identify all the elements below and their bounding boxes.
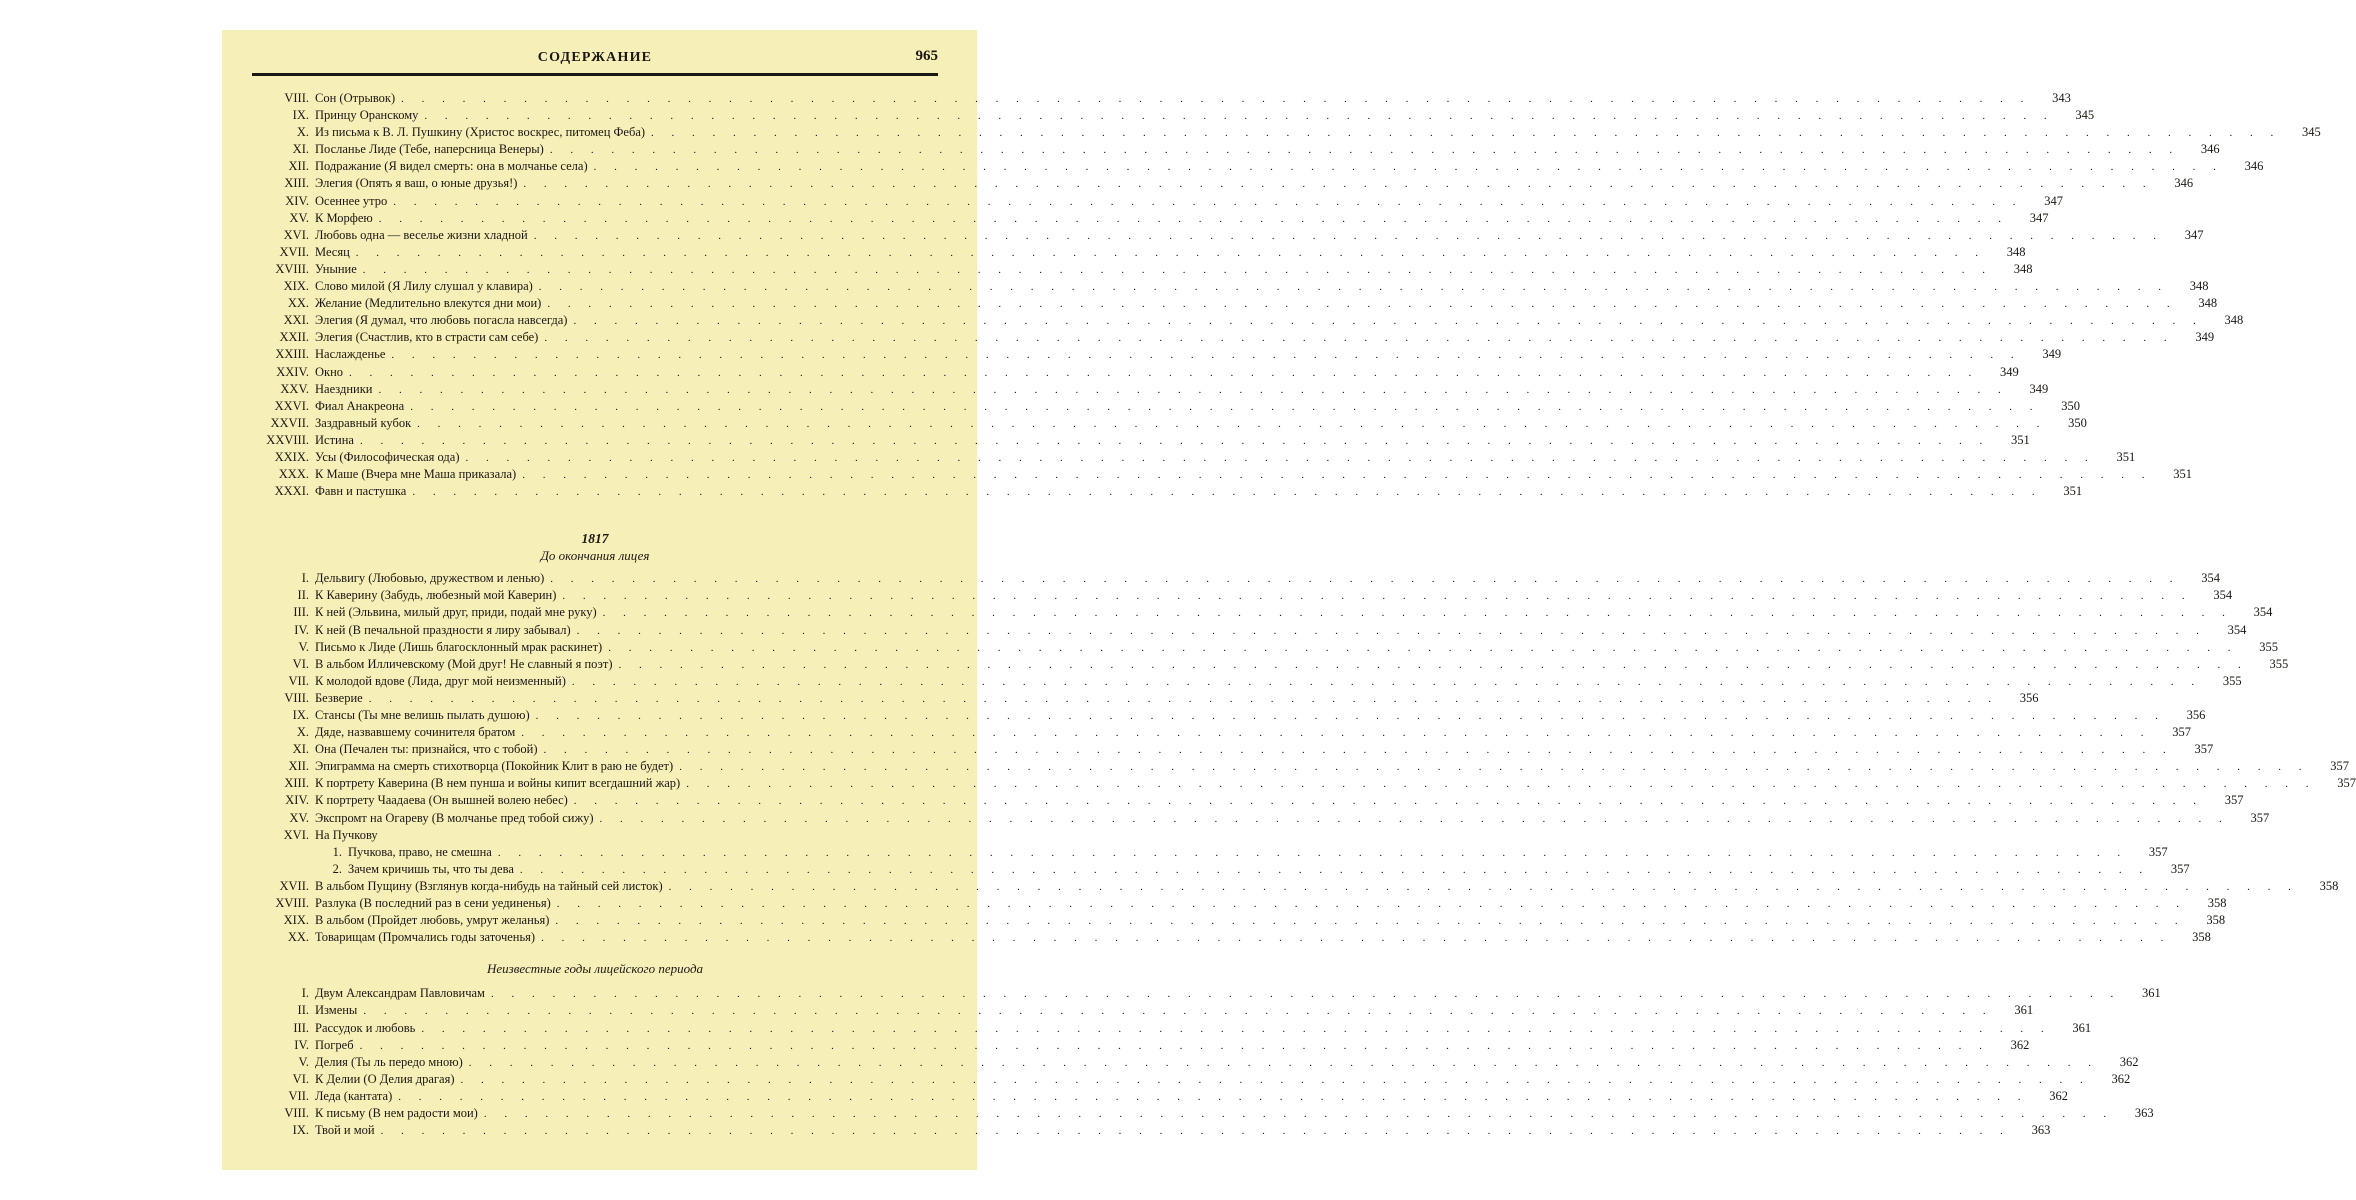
- entry-number: XXIII.: [275, 347, 309, 362]
- entry-page: 357: [2337, 776, 2356, 791]
- entry-page: 357: [2170, 861, 2190, 876]
- toc-entry: [252, 278, 2209, 295]
- entry-page: 346: [2174, 176, 2194, 191]
- entry-page: 349: [2029, 381, 2049, 396]
- dot-leader: . . . . . . . . . . . . . . . . . . . . . . . . . . . . . . . . . . . . . . . . . . . . . . . . . . . . . . . . . . . . . . . . . . . . . . . . . . . . . . . .: [618, 658, 2249, 671]
- entry-page: 349: [2042, 347, 2062, 362]
- dot-leader: . . . . . . . . . . . . . . . . . . . . . . . . . . . . . . . . . . . . . . . . . . . . . . . . . . . . . . . . . . . . . . . . . . . . . . . . . . . . . . . .: [573, 315, 2204, 328]
- entry-number: XX.: [287, 930, 309, 945]
- entry-title: Истина: [315, 432, 354, 447]
- dot-leader: . . . . . . . . . . . . . . . . . . . . . . . . . . . . . . . . . . . . . . . . . . . . . . . . . . . . . . . . . . . . . . . . . . . . . . . . . . . . . . . .: [410, 400, 2040, 413]
- dot-leader: . . . . . . . . . . . . . . . . . . . . . . . . . . . . . . . . . . . . . . . . . . . . . . . . . . . . . . . . . . . . . . . . . . . . . . . . . . . . . . . .: [550, 573, 2181, 586]
- entry-number: XV.: [289, 810, 309, 825]
- toc-entry: [252, 587, 2233, 604]
- entry-page: 355: [2259, 639, 2278, 654]
- entry-number: XIX.: [283, 279, 309, 294]
- entry-title: Безверие: [315, 690, 363, 705]
- entry-title: Усы (Философическая ода): [315, 449, 460, 464]
- dot-leader: . . . . . . . . . . . . . . . . . . . . . . . . . . . . . . . . . . . . . . . . . . . . . . . . . . . . . . . . . . . . . . . . . . . . . . . . . . . . . . . .: [460, 1073, 2091, 1086]
- section-subtitle: До окончания лицея: [540, 548, 650, 564]
- dot-leader: . . . . . . . . . . . . . . . . . . . . . . . . . . . . . . . . . . . . . . . . . . . . . . . . . . . . . . . . . . . . . . . . . . . . . . . . . . . . . . . .: [576, 624, 2207, 637]
- dot-leader: . . . . . . . . . . . . . . . . . . . . . . . . . . . . . . . . . . . . . . . . . . . . . . . . . . . . . . . . . . . . . . . . . . . . . . . . . . . . . . . .: [359, 1039, 1990, 1052]
- toc-entry: [252, 295, 2218, 312]
- toc-entry: [252, 483, 2083, 500]
- toc-entry: [252, 827, 938, 844]
- dot-leader: . . . . . . . . . . . . . . . . . . . . . . . . . . . . . . . . . . . . . . . . . . . . . . . . . . . . . . . . . . . . . . . . . . . . . . . . . . . . . . . .: [378, 212, 2009, 225]
- entry-page: 354: [2253, 605, 2273, 620]
- entry-title: Измены: [315, 1003, 358, 1018]
- dot-leader: . . . . . . . . . . . . . . . . . . . . . . . . . . . . . . . . . . . . . . . . . . . . . . . . . . . . . . . . . . . . . . . . . . . . . . . . . . . . . . . .: [412, 486, 2043, 499]
- entry-number: XI.: [292, 742, 309, 757]
- entry-title: Экспромт на Огареву (В молчанье пред тобой сижу): [315, 810, 594, 825]
- toc-entry: [252, 1071, 2131, 1088]
- entry-number: VIII.: [284, 690, 309, 705]
- entry-number: VIII.: [284, 91, 309, 105]
- entry-number: 1.: [332, 844, 342, 859]
- entry-title: К Каверину (Забудь, любезный мой Каверин): [315, 588, 557, 603]
- dot-leader: . . . . . . . . . . . . . . . . . . . . . . . . . . . . . . . . . . . . . . . . . . . . . . . . . . . . . . . . . . . . . . . . . . . . . . . . . . . . . . . .: [535, 710, 2166, 722]
- entry-title: На Пучкову: [315, 827, 378, 842]
- section-subtitle: Неизвестные годы лицейского периода: [486, 961, 704, 977]
- toc-entry: [252, 985, 2161, 1002]
- entry-page: 362: [2010, 1037, 2030, 1052]
- entry-number: XV.: [289, 210, 309, 225]
- dot-leader: . . . . . . . . . . . . . . . . . . . . . . . . . . . . . . . . . . . . . . . . . . . . . . . . . . . . . . . . . . . . . . . . . . . . . . . . . . . . . . . .: [398, 1090, 2029, 1103]
- entry-page: 355: [2222, 673, 2242, 688]
- entry-title: Элегия (Я думал, что любовь погасла навсегда): [315, 313, 568, 328]
- entry-number: XXIV.: [276, 364, 309, 379]
- entry-title: Месяц: [315, 244, 350, 259]
- toc-entry: [252, 622, 2247, 639]
- entry-number: X.: [296, 125, 309, 140]
- entry-number: VIII.: [284, 1105, 309, 1120]
- toc-entry: [252, 124, 2321, 141]
- entry-number: IX.: [292, 1123, 309, 1138]
- entry-title: Сон (Отрывок): [315, 91, 396, 105]
- entry-title: Рассудок и любовь: [315, 1020, 416, 1035]
- dot-leader: . . . . . . . . . . . . . . . . . . . . . . . . . . . . . . . . . . . . . . . . . . . . . . . . . . . . . . . . . . . . . . . . . . . . . . . . . . . . . . . .: [679, 761, 2309, 774]
- entry-page: 356: [2019, 690, 2039, 705]
- entry-title: К Морфею: [315, 210, 373, 225]
- toc-entry: [252, 604, 2273, 621]
- entry-number: XXVI.: [274, 398, 309, 413]
- entry-title: Твой и мой: [315, 1123, 375, 1138]
- dot-leader: . . . . . . . . . . . . . . . . . . . . . . . . . . . . . . . . . . . . . . . . . . . . . . . . . . . . . . . . . . . . . . . . . . . . . . . . . . . . . . . .: [490, 988, 2121, 1001]
- toc-entry: [252, 775, 2356, 792]
- entry-number: XVII.: [279, 878, 309, 893]
- entry-number: VII.: [288, 673, 309, 688]
- entry-number: XIX.: [283, 913, 309, 928]
- entry-title: В альбом Пущину (Взглянув когда-нибудь на тайный сей листок): [315, 878, 663, 893]
- entry-page: 350: [2068, 415, 2087, 430]
- dot-leader: . . . . . . . . . . . . . . . . . . . . . . . . . . . . . . . . . . . . . . . . . . . . . . . . . . . . . . . . . . . . . . . . . . . . . . . . . . . . . . . .: [544, 332, 2175, 345]
- toc-entry: [252, 261, 2033, 278]
- entry-page: 358: [2192, 930, 2211, 945]
- entry-title: Посланье Лиде (Тебе, наперсница Венеры): [315, 142, 544, 157]
- entry-number: V.: [298, 1054, 309, 1069]
- toc-entry: [252, 432, 2030, 449]
- dot-leader: . . . . . . . . . . . . . . . . . . . . . . . . . . . . . . . . . . . . . . . . . . . . . . . . . . . . . . . . . . . . . . . . . . . . . . . . . . . . . . . .: [391, 349, 2022, 362]
- entry-page: 346: [2200, 142, 2220, 157]
- running-head: [252, 48, 938, 72]
- toc-entry: [252, 895, 2227, 912]
- dot-leader: . . . . . . . . . . . . . . . . . . . . . . . . . . . . . . . . . . . . . . . . . . . . . . . . . . . . . . . . . . . . . . . . . . . . . . . . . . . . . . . .: [521, 727, 2152, 740]
- entry-page: 357: [2330, 759, 2349, 774]
- entry-title: Двум Александрам Павловичам: [315, 986, 485, 1001]
- running-head-title: СОДЕРЖАНИЕ: [537, 50, 653, 65]
- entry-number: V.: [298, 639, 309, 654]
- toc-entry: [252, 707, 2206, 724]
- toc-entry: [252, 398, 2080, 415]
- entry-title: Дельвигу (Любовью, дружеством и ленью): [315, 571, 545, 586]
- toc-entry: [252, 466, 2192, 483]
- toc-entry: [252, 792, 2244, 809]
- entry-number: XXX.: [278, 467, 309, 482]
- entry-title: Товарищам (Промчались годы заточенья): [315, 930, 536, 945]
- entry-title: Наслажденье: [315, 347, 386, 362]
- dot-leader: . . . . . . . . . . . . . . . . . . . . . . . . . . . . . . . . . . . . . . . . . . . . . . . . . . . . . . . . . . . . . . . . . . . . . . . . . . . . . . . .: [401, 93, 2031, 105]
- dot-leader: . . . . . . . . . . . . . . . . . . . . . . . . . . . . . . . . . . . . . . . . . . . . . . . . . . . . . . . . . . . . . . . . . . . . . . . . . . . . . . . .: [651, 127, 2281, 140]
- toc-entry: [252, 364, 2019, 381]
- entry-number: IV.: [294, 622, 309, 637]
- entry-number: XXII.: [279, 330, 309, 345]
- entry-number: XII.: [288, 759, 309, 774]
- dot-leader: . . . . . . . . . . . . . . . . . . . . . . . . . . . . . . . . . . . . . . . . . . . . . . . . . . . . . . . . . . . . . . . . . . . . . . . . . . . . . . . .: [468, 1056, 2099, 1069]
- entry-page: 358: [2206, 913, 2226, 928]
- dot-leader: . . . . . . . . . . . . . . . . . . . . . . . . . . . . . . . . . . . . . . . . . . . . . . . . . . . . . . . . . . . . . . . . . . . . . . . . . . . . . . . .: [362, 263, 1993, 276]
- toc-entry: [252, 1037, 2030, 1054]
- toc-entry: [252, 158, 2264, 175]
- entry-page: 357: [2250, 810, 2270, 825]
- dot-leader: . . . . . . . . . . . . . . . . . . . . . . . . . . . . . . . . . . . . . . . . . . . . . . . . . . . . . . . . . . . . . . . . . . . . . . . . . . . . . . . .: [668, 880, 2299, 893]
- entry-page: 358: [2319, 878, 2339, 893]
- entry-number: XXI.: [283, 313, 309, 328]
- entry-page: 347: [2044, 193, 2063, 208]
- entry-number: XIII.: [284, 176, 309, 191]
- entry-number: VII.: [288, 1088, 309, 1103]
- entry-title: К ней (В печальной праздности я лиру забывал): [315, 622, 571, 637]
- dot-leader: . . . . . . . . . . . . . . . . . . . . . . . . . . . . . . . . . . . . . . . . . . . . . . . . . . . . . . . . . . . . . . . . . . . . . . . . . . . . . . . .: [555, 915, 2186, 928]
- toc-entry: [252, 758, 2349, 775]
- dot-leader: . . . . . . . . . . . . . . . . . . . . . . . . . . . . . . . . . . . . . . . . . . . . . . . . . . . . . . . . . . . . . . . . . . . . . . . . . . . . . . . .: [519, 863, 2150, 876]
- entry-page: 363: [2031, 1123, 2051, 1138]
- dot-leader: . . . . . . . . . . . . . . . . . . . . . . . . . . . . . . . . . . . . . . . . . . . . . . . . . . . . . . . . . . . . . . . . . . . . . . . . . . . . . . . .: [523, 178, 2154, 191]
- toc-entry: [252, 1002, 2034, 1019]
- entry-page: 349: [2195, 330, 2215, 345]
- entry-title: Эпиграмма на смерть стихотворца (Покойник Клит в раю не будет): [315, 759, 674, 774]
- entry-title: К Делии (О Делия драгая): [315, 1071, 455, 1086]
- entry-number: XII.: [288, 159, 309, 174]
- dot-leader: . . . . . . . . . . . . . . . . . . . . . . . . . . . . . . . . . . . . . . . . . . . . . . . . . . . . . . . . . . . . . . . . . . . . . . . . . . . . . . . .: [355, 246, 1986, 259]
- dot-leader: . . . . . . . . . . . . . . . . . . . . . . . . . . . . . . . . . . . . . . . . . . . . . . . . . . . . . . . . . . . . . . . . . . . . . . . . . . . . . . . .: [359, 434, 1990, 447]
- toc-entry: [252, 141, 2220, 158]
- toc-entry: [252, 381, 2049, 398]
- dot-leader: . . . . . . . . . . . . . . . . . . . . . . . . . . . . . . . . . . . . . . . . . . . . . . . . . . . . . . . . . . . . . . . . . . . . . . . . . . . . . . . .: [541, 932, 2171, 945]
- entry-title: Разлука (В последний раз в сени уединенья): [315, 896, 551, 911]
- entry-number: VI.: [292, 1071, 309, 1086]
- toc-entry: [252, 724, 2192, 741]
- entry-title: Леда (кантата): [315, 1088, 393, 1103]
- entry-page: 349: [2000, 364, 2019, 379]
- entry-number: II.: [297, 588, 309, 603]
- dot-leader: . . . . . . . . . . . . . . . . . . . . . . . . . . . . . . . . . . . . . . . . . . . . . . . . . . . . . . . . . . . . . . . . . . . . . . . . . . . . . . . .: [483, 1107, 2114, 1120]
- toc-entry: [252, 193, 2063, 210]
- dot-leader: . . . . . . . . . . . . . . . . . . . . . . . . . . . . . . . . . . . . . . . . . . . . . . . . . . . . . . . . . . . . . . . . . . . . . . . . . . . . . . . .: [602, 607, 2233, 620]
- entry-page: 348: [2006, 244, 2026, 259]
- entry-page: 347: [2184, 227, 2204, 242]
- entry-page: 354: [2201, 571, 2221, 586]
- section-year: 1817: [581, 531, 609, 547]
- entry-title: Фавн и пастушка: [315, 484, 407, 499]
- page-number: 965: [915, 48, 938, 64]
- dot-leader: . . . . . . . . . . . . . . . . . . . . . . . . . . . . . . . . . . . . . . . . . . . . . . . . . . . . . . . . . . . . . . . . . . . . . . . . . . . . . . . .: [599, 812, 2230, 825]
- toc-entry: [252, 312, 2244, 329]
- dot-leader: . . . . . . . . . . . . . . . . . . . . . . . . . . . . . . . . . . . . . . . . . . . . . . . . . . . . . . . . . . . . . . . . . . . . . . . . . . . . . . . .: [556, 898, 2187, 911]
- dot-leader: . . . . . . . . . . . . . . . . . . . . . . . . . . . . . . . . . . . . . . . . . . . . . . . . . . . . . . . . . . . . . . . . . . . . . . . . . . . . . . . .: [363, 1005, 1994, 1018]
- entry-number: I.: [301, 571, 309, 586]
- dot-leader: . . . . . . . . . . . . . . . . . . . . . . . . . . . . . . . . . . . . . . . . . . . . . . . . . . . . . . . . . . . . . . . . . . . . . . . . . . . . . . . .: [593, 161, 2224, 174]
- entry-page: 363: [2134, 1105, 2154, 1120]
- entry-number: XI.: [292, 142, 309, 157]
- dot-leader: . . . . . . . . . . . . . . . . . . . . . . . . . . . . . . . . . . . . . . . . . . . . . . . . . . . . . . . . . . . . . . . . . . . . . . . . . . . . . . . .: [349, 366, 1979, 379]
- toc-entry: [252, 107, 2095, 124]
- toc-entry: [252, 1088, 2069, 1105]
- entry-number: XIV.: [285, 793, 309, 808]
- toc-entry: [252, 210, 2049, 227]
- toc-entry: [252, 1122, 2051, 1139]
- dot-leader: . . . . . . . . . . . . . . . . . . . . . . . . . . . . . . . . . . . . . . . . . . . . . . . . . . . . . . . . . . . . . . . . . . . . . . . . . . . . . . . .: [417, 417, 2047, 430]
- entry-number: XVI.: [283, 827, 309, 842]
- entry-number: IV.: [294, 1037, 309, 1052]
- entry-number: XIV.: [285, 193, 309, 208]
- toc-entry: [252, 346, 2062, 363]
- dot-leader: . . . . . . . . . . . . . . . . . . . . . . . . . . . . . . . . . . . . . . . . . . . . . . . . . . . . . . . . . . . . . . . . . . . . . . . . . . . . . . . .: [421, 1022, 2052, 1035]
- entry-page: 351: [2116, 449, 2136, 464]
- toc-entry: [252, 1020, 2092, 1037]
- toc-entry: [252, 878, 2339, 895]
- entry-number: IX.: [292, 108, 309, 123]
- dot-leader: . . . . . . . . . . . . . . . . . . . . . . . . . . . . . . . . . . . . . . . . . . . . . . . . . . . . . . . . . . . . . . . . . . . . . . . . . . . . . . . .: [393, 195, 2023, 208]
- dot-leader: . . . . . . . . . . . . . . . . . . . . . . . . . . . . . . . . . . . . . . . . . . . . . . . . . . . . . . . . . . . . . . . . . . . . . . . . . . . . . . . .: [522, 469, 2152, 482]
- toc-entry: [252, 227, 2204, 244]
- toc-entry: [252, 929, 2211, 946]
- entry-page: 354: [2227, 622, 2247, 637]
- entry-title: К Маше (Вчера мне Маша приказала): [315, 467, 517, 482]
- dot-leader: . . . . . . . . . . . . . . . . . . . . . . . . . . . . . . . . . . . . . . . . . . . . . . . . . . . . . . . . . . . . . . . . . . . . . . . . . . . . . . . .: [562, 590, 2193, 603]
- dot-leader: . . . . . . . . . . . . . . . . . . . . . . . . . . . . . . . . . . . . . . . . . . . . . . . . . . . . . . . . . . . . . . . . . . . . . . . . . . . . . . . .: [608, 641, 2238, 654]
- toc-entry: [252, 449, 2136, 466]
- entry-number: II.: [297, 1003, 309, 1018]
- dot-leader: . . . . . . . . . . . . . . . . . . . . . . . . . . . . . . . . . . . . . . . . . . . . . . . . . . . . . . . . . . . . . . . . . . . . . . . . . . . . . . . .: [380, 1125, 2011, 1138]
- entry-page: 355: [2269, 656, 2289, 671]
- entry-page: 362: [2111, 1071, 2131, 1086]
- toc-entry: [252, 741, 2214, 758]
- entry-page: 362: [2049, 1088, 2069, 1103]
- toc-entry: [252, 673, 2242, 690]
- entry-page: 357: [2224, 793, 2244, 808]
- entry-title: Принцу Оранскому: [315, 108, 419, 123]
- entry-title: Элегия (Опять я ваш, о юные друзья!): [315, 176, 518, 191]
- entry-page: 348: [2224, 313, 2244, 328]
- entry-page: 357: [2148, 844, 2168, 859]
- entry-title: Желание (Медлительно влекутся дни мои): [315, 296, 542, 311]
- toc-entry: [252, 861, 2190, 878]
- entry-page: 358: [2207, 896, 2227, 911]
- entry-number: I.: [301, 986, 309, 1001]
- toc-entry: [252, 690, 2039, 707]
- entry-title: Наездники: [315, 381, 373, 396]
- entry-title: Окно: [315, 364, 344, 379]
- entry-number: XXVIII.: [266, 432, 309, 447]
- entry-page: 348: [2198, 296, 2218, 311]
- dot-leader: . . . . . . . . . . . . . . . . . . . . . . . . . . . . . . . . . . . . . . . . . . . . . . . . . . . . . . . . . . . . . . . . . . . . . . . . . . . . . . . .: [543, 744, 2174, 757]
- header-rule: [252, 73, 938, 76]
- entry-title: К портрету Каверина (В нем пунша и войны кипит всегдашний жар): [315, 776, 681, 791]
- entry-number: XXXI.: [274, 484, 309, 499]
- dot-leader: . . . . . . . . . . . . . . . . . . . . . . . . . . . . . . . . . . . . . . . . . . . . . . . . . . . . . . . . . . . . . . . . . . . . . . . . . . . . . . . .: [538, 281, 2169, 294]
- entry-page: 357: [2172, 725, 2192, 740]
- entry-title: Из письма к В. Л. Пушкину (Христос воскрес, питомец Феба): [315, 125, 646, 140]
- dot-leader: . . . . . . . . . . . . . . . . . . . . . . . . . . . . . . . . . . . . . . . . . . . . . . . . . . . . . . . . . . . . . . . . . . . . . . . . . . . . . . . .: [424, 110, 2055, 123]
- entry-number: III.: [293, 1020, 309, 1035]
- entry-page: 354: [2213, 588, 2233, 603]
- dot-leader: . . . . . . . . . . . . . . . . . . . . . . . . . . . . . . . . . . . . . . . . . . . . . . . . . . . . . . . . . . . . . . . . . . . . . . . . . . . . . . . .: [573, 795, 2204, 808]
- toc-entry: [252, 912, 2226, 929]
- entry-page: 345: [2302, 125, 2321, 140]
- toc-entry: [252, 1054, 2139, 1071]
- toc-entry: [252, 90, 2071, 107]
- entry-title: К молодой вдове (Лида, друг мой неизменный): [315, 673, 566, 688]
- entry-page: 346: [2244, 159, 2264, 174]
- entry-page: 356: [2186, 708, 2206, 722]
- toc-entry: [252, 570, 2221, 587]
- dot-leader: . . . . . . . . . . . . . . . . . . . . . . . . . . . . . . . . . . . . . . . . . . . . . . . . . . . . . . . . . . . . . . . . . . . . . . . . . . . . . . . .: [497, 846, 2128, 859]
- entry-title: К портрету Чаадаева (Он вышней волею небес): [315, 793, 568, 808]
- entry-page: 347: [2029, 210, 2049, 225]
- toc-entry: [252, 810, 2270, 827]
- entry-title: Письмо к Лиде (Лишь благосклонный мрак раскинет): [315, 639, 603, 654]
- entry-title: Стансы (Ты мне велишь пылать душою): [315, 708, 530, 722]
- entry-title: Уныние: [315, 261, 357, 276]
- table-of-contents: [252, 90, 2356, 1139]
- entry-page: 348: [2013, 261, 2033, 276]
- entry-number: VI.: [292, 656, 309, 671]
- entry-number: XVII.: [279, 244, 309, 259]
- dot-leader: . . . . . . . . . . . . . . . . . . . . . . . . . . . . . . . . . . . . . . . . . . . . . . . . . . . . . . . . . . . . . . . . . . . . . . . . . . . . . . . .: [533, 229, 2164, 242]
- entry-title: Слово милой (Я Лилу слушал у клавира): [315, 279, 533, 294]
- entry-page: 343: [2052, 91, 2071, 105]
- toc-entry: [252, 639, 2278, 656]
- entry-title: Фиал Анакреона: [315, 398, 405, 413]
- entry-page: 361: [2014, 1003, 2034, 1018]
- toc-entry: [252, 656, 2289, 673]
- entry-number: XX.: [287, 296, 309, 311]
- toc-entry: [252, 844, 2168, 861]
- dot-leader: . . . . . . . . . . . . . . . . . . . . . . . . . . . . . . . . . . . . . . . . . . . . . . . . . . . . . . . . . . . . . . . . . . . . . . . . . . . . . . . .: [686, 778, 2316, 791]
- entry-page: 345: [2075, 108, 2095, 123]
- entry-title: Она (Печален ты: признайся, что с тобой): [315, 742, 538, 757]
- entry-number: 2.: [332, 861, 342, 876]
- entry-number: III.: [293, 605, 309, 620]
- entry-number: XVIII.: [275, 261, 309, 276]
- entry-title: Подражание (Я видел смерть: она в молчанье села): [315, 159, 588, 174]
- entry-page: 348: [2189, 279, 2209, 294]
- entry-title: Элегия (Счастлив, кто в страсти сам себе): [315, 330, 539, 345]
- dot-leader: . . . . . . . . . . . . . . . . . . . . . . . . . . . . . . . . . . . . . . . . . . . . . . . . . . . . . . . . . . . . . . . . . . . . . . . . . . . . . . . .: [465, 451, 2096, 464]
- dot-leader: . . . . . . . . . . . . . . . . . . . . . . . . . . . . . . . . . . . . . . . . . . . . . . . . . . . . . . . . . . . . . . . . . . . . . . . . . . . . . . . .: [378, 383, 2009, 396]
- dot-leader: . . . . . . . . . . . . . . . . . . . . . . . . . . . . . . . . . . . . . . . . . . . . . . . . . . . . . . . . . . . . . . . . . . . . . . . . . . . . . . . .: [549, 144, 2180, 157]
- entry-title: Делия (Ты ль передо мною): [315, 1054, 463, 1069]
- dot-leader: . . . . . . . . . . . . . . . . . . . . . . . . . . . . . . . . . . . . . . . . . . . . . . . . . . . . . . . . . . . . . . . . . . . . . . . . . . . . . . . .: [368, 692, 1999, 705]
- entry-number: XVIII.: [275, 896, 309, 911]
- entry-number: XIII.: [284, 776, 309, 791]
- dot-leader: . . . . . . . . . . . . . . . . . . . . . . . . . . . . . . . . . . . . . . . . . . . . . . . . . . . . . . . . . . . . . . . . . . . . . . . . . . . . . . . .: [547, 298, 2178, 311]
- entry-page: 351: [2173, 467, 2192, 482]
- entry-number: XVI.: [283, 227, 309, 242]
- toc-entry: [252, 329, 2215, 346]
- entry-title: Любовь одна — веселье жизни хладной: [315, 227, 528, 242]
- toc-entry: [252, 244, 2026, 261]
- entry-number: XXV.: [280, 381, 309, 396]
- entry-page: 361: [2141, 986, 2161, 1001]
- entry-page: 350: [2061, 398, 2080, 413]
- toc-entry: [252, 1105, 2154, 1122]
- toc-entry: [252, 415, 2087, 432]
- toc-entry: [252, 175, 2194, 192]
- dot-leader: . . . . . . . . . . . . . . . . . . . . . . . . . . . . . . . . . . . . . . . . . . . . . . . . . . . . . . . . . . . . . . . . . . . . . . . . . . . . . . . .: [571, 675, 2202, 688]
- entry-title: Зачем кричишь ты, что ты дева: [348, 861, 514, 876]
- entry-number: XXIX.: [274, 449, 309, 464]
- entry-title: Дяде, назвавшему сочинителя братом: [315, 725, 516, 740]
- entry-title: В альбом (Пройдет любовь, умрут желанья): [315, 913, 550, 928]
- entry-number: IX.: [292, 708, 309, 722]
- entry-page: 361: [2072, 1020, 2092, 1035]
- entry-title: К письму (В нем радости мои): [315, 1105, 478, 1120]
- entry-page: 357: [2194, 742, 2214, 757]
- entry-title: К ней (Эльвина, милый друг, приди, подай мне руку): [315, 605, 597, 620]
- entry-number: X.: [296, 725, 309, 740]
- entry-title: Погреб: [315, 1037, 354, 1052]
- entry-title: Пучкова, право, не смешна: [348, 844, 492, 859]
- book-page: [222, 30, 2356, 1170]
- entry-title: Заздравный кубок: [315, 415, 412, 430]
- entry-page: 351: [2010, 432, 2030, 447]
- entry-title: В альбом Илличевскому (Мой друг! Не славный я поэт): [315, 656, 613, 671]
- entry-number: XXVII.: [270, 415, 309, 430]
- entry-page: 351: [2063, 484, 2083, 499]
- entry-title: Осеннее утро: [315, 193, 388, 208]
- entry-page: 362: [2119, 1054, 2139, 1069]
